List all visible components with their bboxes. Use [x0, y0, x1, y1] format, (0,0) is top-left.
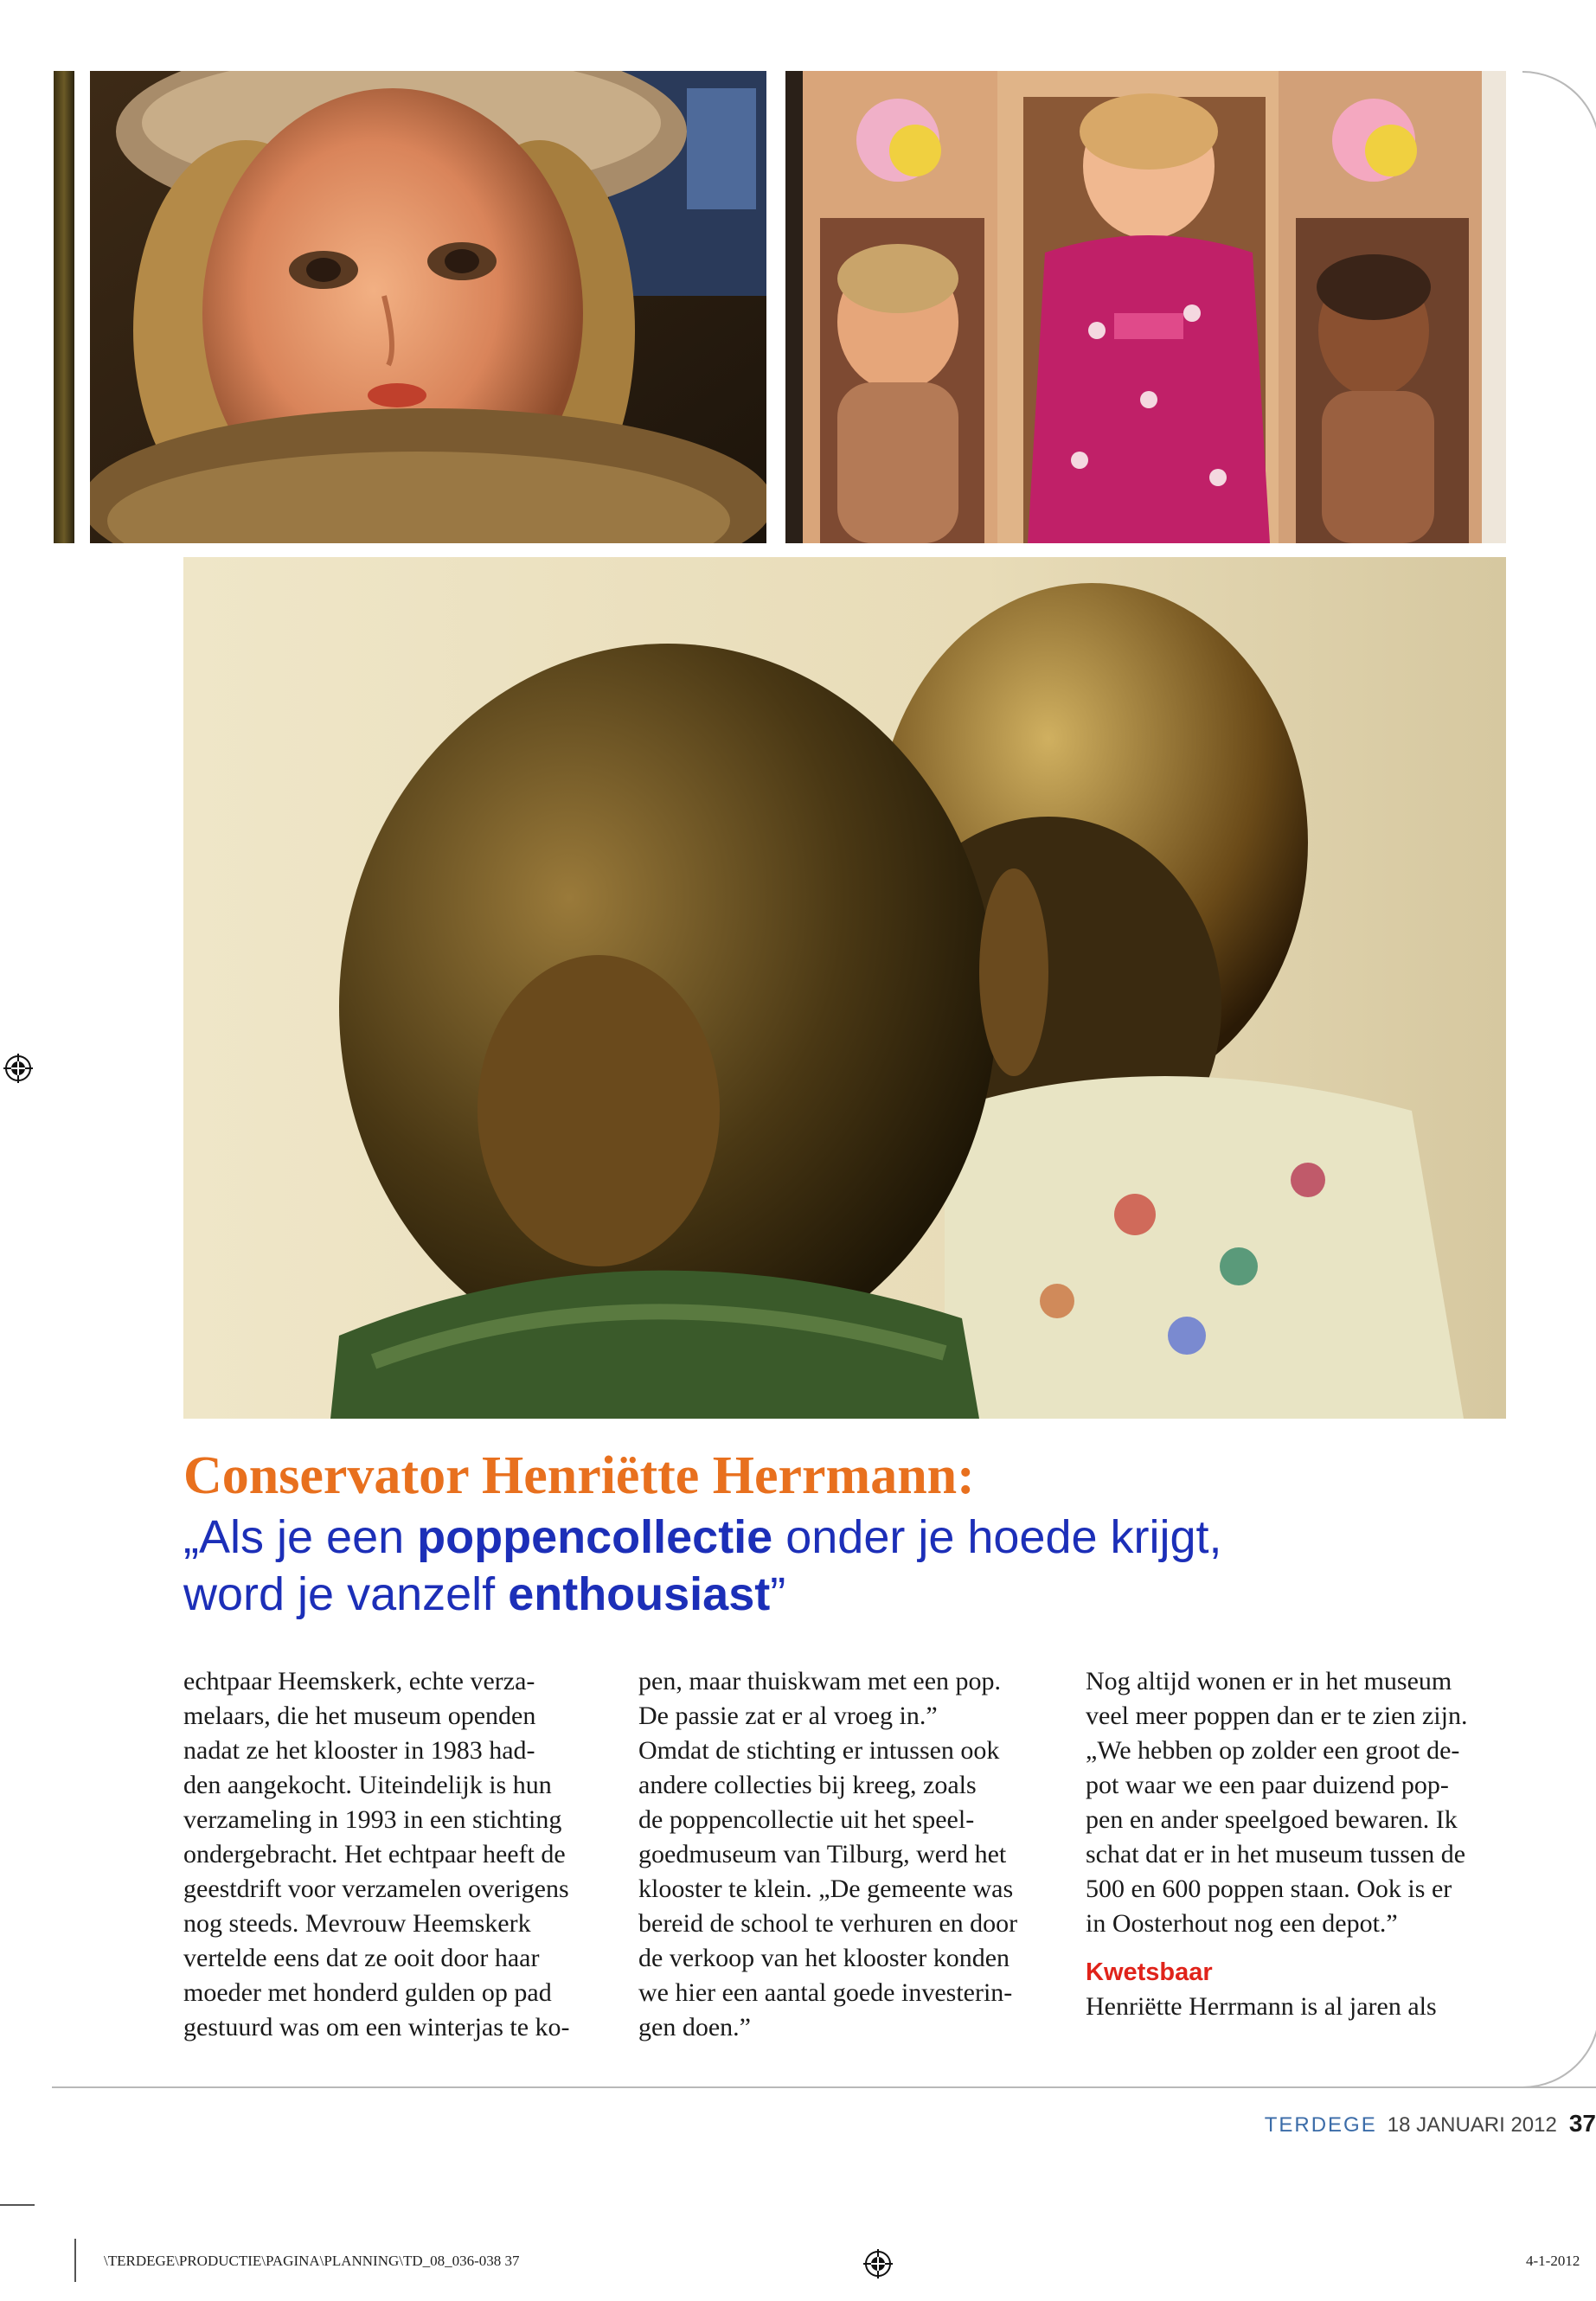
headline-quote [183, 1509, 1516, 1623]
quote-text: „Als je een [183, 1511, 418, 1563]
production-slug: \TERDEGE\PRODUCTIE\PAGINA\PLANNING\TD_08_036-038 37 [104, 2253, 520, 2269]
body-line: nog steeds. Mevrouw Heemskerk [183, 1909, 531, 1938]
body-column-1 [183, 1664, 607, 2045]
quote-text: onder je hoede krijgt, [772, 1511, 1222, 1563]
body-line: veel meer poppen dan er te zien zijn. [1086, 1702, 1468, 1730]
body-line: in Oosterhout nog een depot.” [1086, 1909, 1398, 1938]
body-line: gestuurd was om een winterjas te ko- [183, 2013, 570, 2041]
body-line: de verkoop van het klooster konden [638, 1944, 1010, 1972]
body-line: De passie zat er al vroeg in.” [638, 1702, 938, 1730]
body-line: „We hebben op zolder een groot de- [1086, 1736, 1460, 1765]
body-line: pen, maar thuiskwam met een pop. [638, 1667, 1002, 1695]
registration-mark-icon [3, 1054, 33, 1083]
headline-quote-line-2 [183, 1566, 1516, 1623]
slug-bar [74, 2239, 76, 2282]
body-line: nadat ze het klooster in 1983 had- [183, 1736, 535, 1765]
body-line: den aangekocht. Uiteindelijk is hun [183, 1771, 552, 1799]
bottom-rule-curve [1522, 2009, 1596, 2088]
body-line: schat dat er in het museum tussen de [1086, 1840, 1466, 1868]
body-line: Omdat de stichting er intussen ook [638, 1736, 1000, 1765]
headline [183, 1443, 1516, 1623]
body-line: Henriëtte Herrmann is al jaren als [1086, 1992, 1437, 2021]
body-line: bereid de school te verhuren en door [638, 1909, 1018, 1938]
body-line: de poppencollectie uit het speel- [638, 1805, 975, 1834]
body-line: Nog altijd wonen er in het museum [1086, 1667, 1452, 1695]
crop-mark [0, 2204, 35, 2206]
quote-text: word je vanzelf [183, 1568, 509, 1620]
section-subhead: Kwetsbaar [1086, 1958, 1213, 1986]
body-column-2 [638, 1664, 1062, 2045]
page-footer [1265, 2111, 1596, 2138]
photo-dolls-in-boxes [785, 71, 1506, 543]
bottom-rule [52, 2086, 1596, 2088]
quote-highlight: enthousiast [508, 1568, 771, 1620]
body-line: gen doen.” [638, 2013, 751, 2041]
magazine-name: TERDEGE [1264, 2113, 1377, 2137]
body-line: pot waar we een paar duizend pop- [1086, 1771, 1449, 1799]
issue-date: 18 JANUARI 2012 [1387, 2113, 1557, 2137]
body-line: geestdrift voor verzamelen overigens [183, 1875, 569, 1903]
body-line: verzameling in 1993 in een stichting [183, 1805, 562, 1834]
headline-title: Conservator Henriëtte Herrmann: [183, 1446, 975, 1505]
body-line: we hier een aantal goede investerin- [638, 1978, 1013, 2007]
quote-text: ” [770, 1568, 786, 1620]
quote-highlight: poppencollectie [417, 1511, 773, 1563]
body-line: andere collecties bij kreeg, zoals [638, 1771, 977, 1799]
body-column-3 [1086, 1664, 1518, 2024]
page-number: 37 [1568, 2110, 1596, 2137]
photo-doll-fur-hat [90, 71, 766, 543]
production-date: 4-1-2012 [1526, 2253, 1580, 2269]
body-line: klooster te klein. „De gemeente was [638, 1875, 1014, 1903]
body-line: vertelde eens dat ze ooit door haar [183, 1944, 540, 1972]
top-rule-curve [1522, 71, 1596, 149]
body-line: melaars, die het museum openden [183, 1702, 536, 1730]
body-line: 500 en 600 poppen staan. Ook is er [1086, 1875, 1452, 1903]
body-line: goedmuseum van Tilburg, werd het [638, 1840, 1007, 1868]
headline-quote-line-1 [183, 1509, 1516, 1566]
body-line: echtpaar Heemskerk, echte verza- [183, 1667, 535, 1695]
photo-two-dolls [183, 557, 1506, 1419]
photo-edge-strip [54, 71, 74, 543]
registration-mark-icon [863, 2249, 893, 2279]
body-line: pen en ander speelgoed bewaren. Ik [1086, 1805, 1458, 1834]
body-line: moeder met honderd gulden op pad [183, 1978, 552, 2007]
body-line: ondergebracht. Het echtpaar heeft de [183, 1840, 566, 1868]
